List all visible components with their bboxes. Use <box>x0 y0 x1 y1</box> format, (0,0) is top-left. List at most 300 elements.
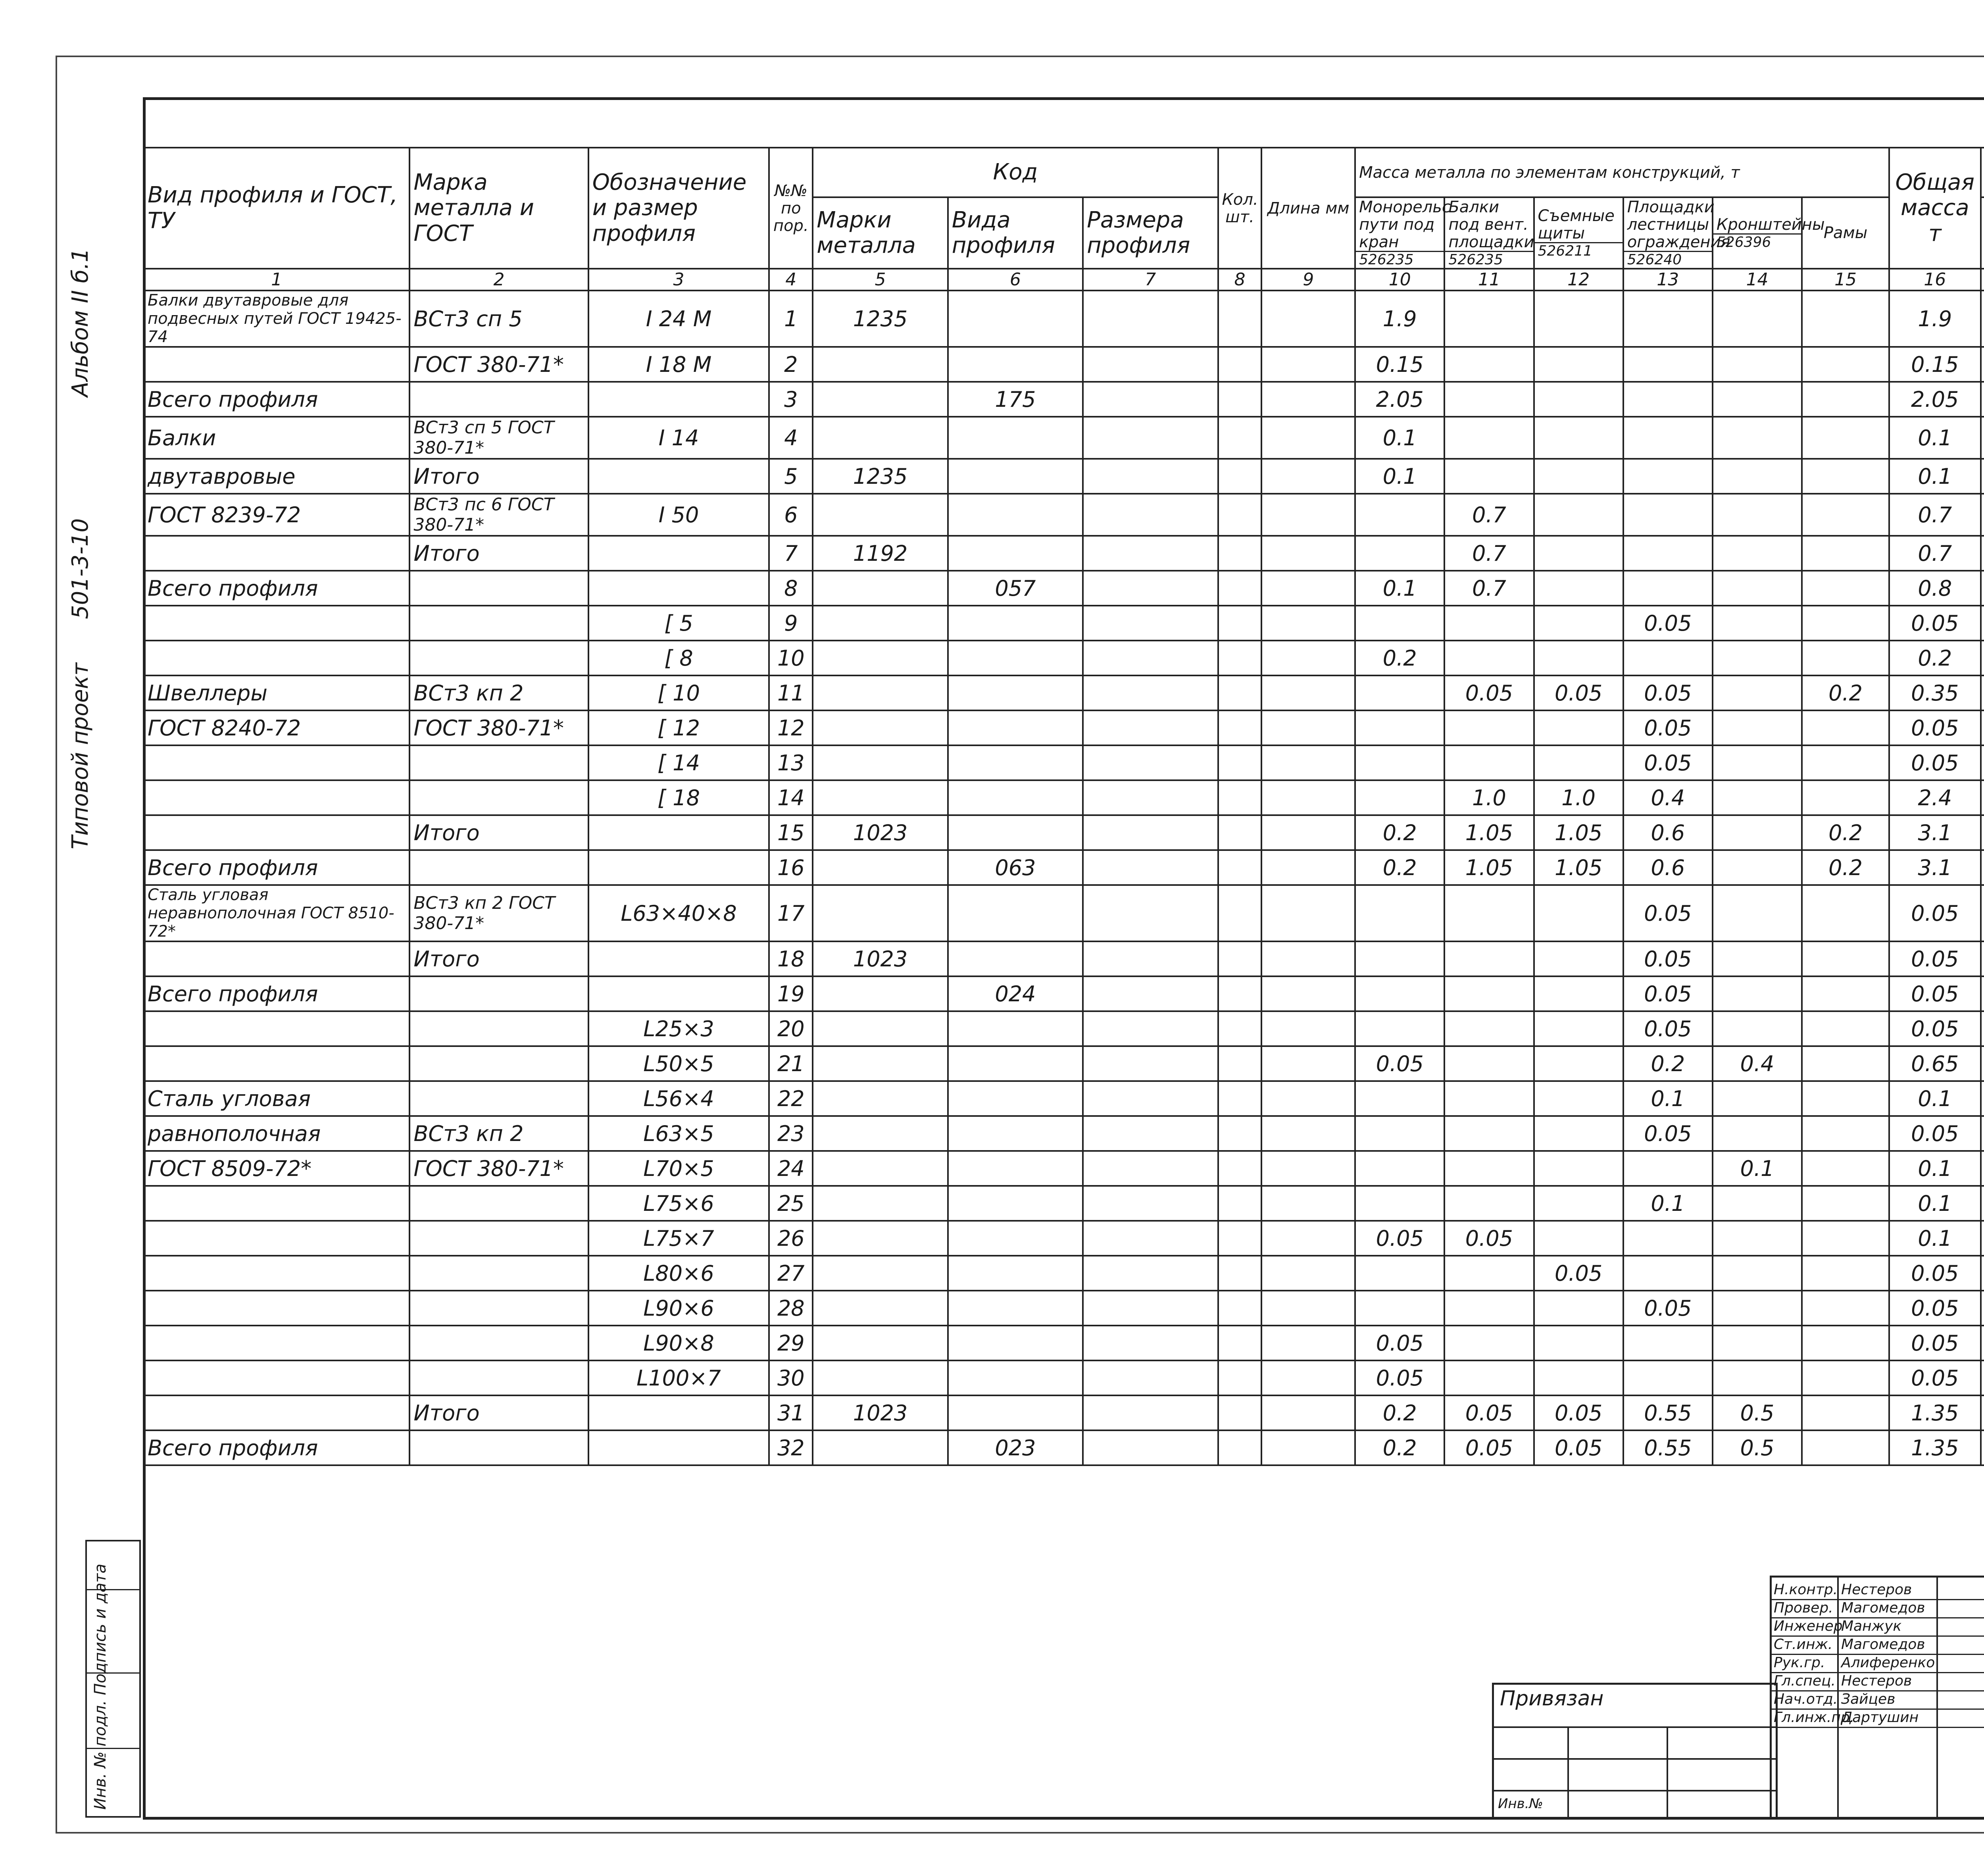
cell-size: L75×7 <box>588 1221 769 1256</box>
cell-monorail <box>1355 606 1444 641</box>
cell-qty <box>1218 815 1262 850</box>
cell-monorail <box>1355 710 1444 745</box>
cell-monorail <box>1355 1116 1444 1151</box>
cell-steel <box>409 1430 588 1465</box>
cell-frames <box>1802 780 1889 815</box>
cell-length <box>1261 1186 1355 1221</box>
cell-beams <box>1444 976 1534 1011</box>
cell-size-code <box>1083 347 1218 382</box>
cell-size <box>588 850 769 885</box>
cell-size: L56×4 <box>588 1081 769 1116</box>
cell-total: 3.1 <box>1889 850 1980 885</box>
cell-steel: ВСт3 сп 5 ГОСТ 380-71* <box>409 417 588 459</box>
cell-shields <box>1534 494 1623 536</box>
cell-no: 4 <box>769 417 813 459</box>
cell-steel: ГОСТ 380-71* <box>409 1151 588 1186</box>
cell-total: 0.05 <box>1889 1011 1980 1046</box>
cell-q1 <box>1981 976 1984 1011</box>
cell-length <box>1261 1151 1355 1186</box>
cell-size: I 14 <box>588 417 769 459</box>
cell-length <box>1261 1256 1355 1291</box>
tb-role: Рук.гр. <box>1774 1655 1825 1671</box>
cell-length <box>1261 536 1355 571</box>
cell-size: [ 12 <box>588 710 769 745</box>
cell-platforms <box>1623 347 1713 382</box>
cell-steel-code <box>813 976 948 1011</box>
cell-shields <box>1534 606 1623 641</box>
cell-platforms: 0.05 <box>1623 745 1713 780</box>
cell-q1 <box>1981 1256 1984 1291</box>
cell-steel-code <box>813 417 948 459</box>
cell-monorail <box>1355 780 1444 815</box>
cell-brackets <box>1713 1116 1802 1151</box>
cell-no: 6 <box>769 494 813 536</box>
cell-size: [ 18 <box>588 780 769 815</box>
hdr-profile: Вид профиля и ГОСТ, ТУ <box>144 148 409 269</box>
cell-frames <box>1802 606 1889 641</box>
tb-name: Магомедов <box>1841 1600 1925 1616</box>
cell-beams: 0.7 <box>1444 494 1534 536</box>
cell-beams <box>1444 291 1534 347</box>
cell-platforms: 0.55 <box>1623 1430 1713 1465</box>
cell-profile-code <box>948 1360 1083 1395</box>
hdr-shields-label: Съемные щиты <box>1538 206 1615 242</box>
cell-q1 <box>1981 641 1984 675</box>
cell-monorail: 0.05 <box>1355 1360 1444 1395</box>
cell-profile <box>144 536 409 571</box>
cell-size: L63×40×8 <box>588 885 769 941</box>
cell-monorail: 0.05 <box>1355 1326 1444 1360</box>
cell-profile: ГОСТ 8239-72 <box>144 494 409 536</box>
table-row <box>144 641 1984 675</box>
cell-steel-code <box>813 1430 948 1465</box>
cell-length <box>1261 1221 1355 1256</box>
cell-qty <box>1218 1081 1262 1116</box>
cell-qty <box>1218 347 1262 382</box>
cell-brackets <box>1713 1221 1802 1256</box>
cell-frames <box>1802 941 1889 976</box>
cell-length <box>1261 710 1355 745</box>
cell-beams <box>1444 641 1534 675</box>
cell-q1 <box>1981 1430 1984 1465</box>
cell-profile-code <box>948 1256 1083 1291</box>
cell-no: 29 <box>769 1326 813 1360</box>
column-number: 8 <box>1218 269 1262 291</box>
cell-qty <box>1218 850 1262 885</box>
cell-platforms <box>1623 1256 1713 1291</box>
cell-length <box>1261 571 1355 606</box>
hdr-platforms-label: Площадки лестницы ограждения <box>1627 198 1730 251</box>
cell-size-code <box>1083 641 1218 675</box>
cell-size-code <box>1083 1151 1218 1186</box>
hdr-code-steel: Марки металла <box>813 197 948 269</box>
cell-brackets <box>1713 641 1802 675</box>
cell-beams <box>1444 1256 1534 1291</box>
cell-profile-code <box>948 1046 1083 1081</box>
cell-brackets <box>1713 850 1802 885</box>
cell-profile-code <box>948 1326 1083 1360</box>
cell-profile-code <box>948 1186 1083 1221</box>
cell-shields <box>1534 1081 1623 1116</box>
table-row <box>144 1046 1984 1081</box>
cell-profile: Всего профиля <box>144 850 409 885</box>
privyazan-label: Привязан <box>1500 1687 1604 1711</box>
table-row <box>144 1395 1984 1430</box>
cell-monorail <box>1355 1291 1444 1326</box>
cell-platforms <box>1623 641 1713 675</box>
cell-beams <box>1444 347 1534 382</box>
cell-frames <box>1802 976 1889 1011</box>
cell-steel: ВСт3 кп 2 <box>409 1116 588 1151</box>
cell-profile-code: 057 <box>948 571 1083 606</box>
cell-beams: 0.05 <box>1444 1221 1534 1256</box>
tb-role: Ст.инж. <box>1774 1636 1833 1653</box>
cell-steel <box>409 1186 588 1221</box>
cell-steel: ГОСТ 380-71* <box>409 347 588 382</box>
cell-total: 0.1 <box>1889 459 1980 494</box>
cell-size: I 24 М <box>588 291 769 347</box>
cell-shields <box>1534 1151 1623 1186</box>
cell-qty <box>1218 1046 1262 1081</box>
cell-steel-code: 1023 <box>813 941 948 976</box>
cell-brackets <box>1713 976 1802 1011</box>
table-row <box>144 417 1984 459</box>
cell-frames <box>1802 1151 1889 1186</box>
cell-qty <box>1218 1430 1262 1465</box>
cell-platforms: 0.05 <box>1623 606 1713 641</box>
cell-profile: Сталь угловая неравнополочная ГОСТ 8510-72* <box>144 885 409 941</box>
tb-name: Нестеров <box>1841 1673 1912 1689</box>
cell-steel: ВСт3 сп 5 <box>409 291 588 347</box>
cell-steel <box>409 976 588 1011</box>
cell-steel: Итого <box>409 536 588 571</box>
cell-steel: Итого <box>409 459 588 494</box>
table-row <box>144 571 1984 606</box>
cell-profile: Всего профиля <box>144 1430 409 1465</box>
cell-steel-code <box>813 710 948 745</box>
cell-size-code <box>1083 1011 1218 1046</box>
cell-platforms: 0.55 <box>1623 1395 1713 1430</box>
table-row <box>144 780 1984 815</box>
cell-length <box>1261 347 1355 382</box>
cell-q1 <box>1981 1326 1984 1360</box>
cell-frames <box>1802 1430 1889 1465</box>
cell-qty <box>1218 675 1262 710</box>
hdr-frames: Рамы <box>1802 197 1889 269</box>
cell-brackets <box>1713 941 1802 976</box>
cell-length <box>1261 1011 1355 1046</box>
cell-monorail: 0.1 <box>1355 571 1444 606</box>
cell-total: 0.05 <box>1889 976 1980 1011</box>
cell-q1 <box>1981 1116 1984 1151</box>
cell-total: 2.05 <box>1889 382 1980 417</box>
cell-platforms: 0.6 <box>1623 850 1713 885</box>
cell-qty <box>1218 1395 1262 1430</box>
cell-steel <box>409 1291 588 1326</box>
table-row <box>144 941 1984 976</box>
cell-steel <box>409 745 588 780</box>
cell-profile-code <box>948 1221 1083 1256</box>
cell-frames <box>1802 1360 1889 1395</box>
cell-no: 18 <box>769 941 813 976</box>
cell-steel-code <box>813 1186 948 1221</box>
cell-size: [ 5 <box>588 606 769 641</box>
cell-brackets <box>1713 675 1802 710</box>
hdr-brackets <box>1713 197 1825 269</box>
cell-profile-code <box>948 494 1083 536</box>
column-number: 12 <box>1534 269 1623 291</box>
column-number: 7 <box>1083 269 1218 291</box>
cell-size: [ 10 <box>588 675 769 710</box>
cell-profile: Сталь угловая <box>144 1081 409 1116</box>
cell-steel-code <box>813 675 948 710</box>
cell-platforms <box>1623 536 1713 571</box>
tb-name: Нестеров <box>1841 1582 1912 1598</box>
cell-shields: 0.05 <box>1534 675 1623 710</box>
cell-total: 0.1 <box>1889 1081 1980 1116</box>
cell-size: L90×8 <box>588 1326 769 1360</box>
cell-profile-code <box>948 536 1083 571</box>
cell-steel-code <box>813 1360 948 1395</box>
cell-qty <box>1218 641 1262 675</box>
cell-shields <box>1534 571 1623 606</box>
cell-frames: 0.2 <box>1802 815 1889 850</box>
cell-size-code <box>1083 1046 1218 1081</box>
cell-beams <box>1444 417 1534 459</box>
column-number-row <box>144 269 1984 291</box>
cell-shields <box>1534 291 1623 347</box>
hdr-steel: Марка металла и ГОСТ <box>409 148 588 269</box>
cell-profile: Всего профиля <box>144 571 409 606</box>
column-number: 4 <box>769 269 813 291</box>
cell-size <box>588 1430 769 1465</box>
cell-size: I 18 М <box>588 347 769 382</box>
cell-steel <box>409 1046 588 1081</box>
table-row <box>144 347 1984 382</box>
cell-platforms <box>1623 494 1713 536</box>
cell-qty <box>1218 1256 1262 1291</box>
cell-frames <box>1802 382 1889 417</box>
table-row <box>144 494 1984 536</box>
cell-frames <box>1802 494 1889 536</box>
cell-profile <box>144 1011 409 1046</box>
cell-steel-code <box>813 606 948 641</box>
cell-q1 <box>1981 710 1984 745</box>
cell-platforms: 0.05 <box>1623 1291 1713 1326</box>
cell-q1 <box>1981 382 1984 417</box>
cell-size: L50×5 <box>588 1046 769 1081</box>
cell-monorail: 1.9 <box>1355 291 1444 347</box>
cell-no: 24 <box>769 1151 813 1186</box>
cell-shields: 1.0 <box>1534 780 1623 815</box>
cell-q1 <box>1981 1291 1984 1326</box>
cell-no: 23 <box>769 1116 813 1151</box>
cell-frames <box>1802 571 1889 606</box>
cell-monorail <box>1355 976 1444 1011</box>
hdr-monorail-label: Монорельс пути под кран <box>1359 198 1451 251</box>
cell-size-code <box>1083 536 1218 571</box>
cell-qty <box>1218 745 1262 780</box>
cell-total: 1.9 <box>1889 291 1980 347</box>
cell-brackets: 0.1 <box>1713 1151 1802 1186</box>
cell-monorail <box>1355 1011 1444 1046</box>
hdr-monorail-code: 526235 <box>1356 251 1444 268</box>
cell-shields <box>1534 976 1623 1011</box>
cell-profile <box>144 941 409 976</box>
cell-length <box>1261 1116 1355 1151</box>
cell-size: L75×6 <box>588 1186 769 1221</box>
cell-frames <box>1802 347 1889 382</box>
column-number: 15 <box>1802 269 1889 291</box>
cell-profile <box>144 1291 409 1326</box>
table-row <box>144 1256 1984 1291</box>
cell-qty <box>1218 1011 1262 1046</box>
table-row <box>144 710 1984 745</box>
cell-total: 0.65 <box>1889 1046 1980 1081</box>
cell-brackets: 0.4 <box>1713 1046 1802 1081</box>
cell-steel-code <box>813 1011 948 1046</box>
cell-brackets <box>1713 536 1802 571</box>
cell-qty <box>1218 1326 1262 1360</box>
cell-steel: Итого <box>409 1395 588 1430</box>
cell-profile-code <box>948 1151 1083 1186</box>
cell-no: 22 <box>769 1081 813 1116</box>
cell-total: 0.05 <box>1889 1326 1980 1360</box>
cell-platforms <box>1623 1221 1713 1256</box>
cell-beams <box>1444 941 1534 976</box>
cell-no: 13 <box>769 745 813 780</box>
table-row <box>144 1291 1984 1326</box>
cell-qty <box>1218 941 1262 976</box>
cell-profile: двутавровые <box>144 459 409 494</box>
cell-size <box>588 382 769 417</box>
cell-steel-code <box>813 1221 948 1256</box>
cell-profile-code <box>948 780 1083 815</box>
cell-steel <box>409 1360 588 1395</box>
cell-profile-code <box>948 347 1083 382</box>
cell-size-code <box>1083 606 1218 641</box>
cell-qty <box>1218 780 1262 815</box>
cell-frames <box>1802 1081 1889 1116</box>
cell-length <box>1261 976 1355 1011</box>
cell-size-code <box>1083 571 1218 606</box>
cell-monorail: 0.05 <box>1355 1046 1444 1081</box>
cell-steel-code: 1235 <box>813 291 948 347</box>
cell-profile-code <box>948 1395 1083 1430</box>
cell-frames <box>1802 1186 1889 1221</box>
cell-total: 0.7 <box>1889 536 1980 571</box>
cell-shields: 0.05 <box>1534 1430 1623 1465</box>
hdr-beams-code: 526235 <box>1445 251 1533 268</box>
cell-steel-code <box>813 1116 948 1151</box>
cell-q1 <box>1981 745 1984 780</box>
cell-monorail: 0.2 <box>1355 641 1444 675</box>
cell-no: 3 <box>769 382 813 417</box>
cell-platforms: 0.2 <box>1623 1046 1713 1081</box>
cell-monorail <box>1355 1151 1444 1186</box>
cell-brackets <box>1713 417 1802 459</box>
cell-profile <box>144 1256 409 1291</box>
cell-steel <box>409 1011 588 1046</box>
side-label-project-type: Типовой проект <box>67 662 93 849</box>
cell-size-code <box>1083 459 1218 494</box>
table-row <box>144 536 1984 571</box>
hdr-brackets-label: Кронштейны <box>1716 215 1825 234</box>
cell-no: 14 <box>769 780 813 815</box>
table-row <box>144 745 1984 780</box>
cell-brackets <box>1713 606 1802 641</box>
cell-size-code <box>1083 382 1218 417</box>
cell-steel <box>409 850 588 885</box>
table-row <box>144 1221 1984 1256</box>
cell-platforms: 0.05 <box>1623 675 1713 710</box>
left-stamp-label: Инв. № подл. Подпись и дата <box>91 1564 110 1810</box>
cell-size-code <box>1083 780 1218 815</box>
cell-platforms: 0.05 <box>1623 1011 1713 1046</box>
cell-steel-code <box>813 1326 948 1360</box>
hdr-length: Длина мм <box>1261 148 1355 269</box>
cell-size-code <box>1083 850 1218 885</box>
cell-shields <box>1534 382 1623 417</box>
cell-length <box>1261 1430 1355 1465</box>
spec-body <box>144 269 1984 1465</box>
table-row <box>144 291 1984 347</box>
cell-platforms <box>1623 417 1713 459</box>
cell-monorail <box>1355 536 1444 571</box>
cell-monorail: 0.05 <box>1355 1221 1444 1256</box>
tb-name: Алиференко <box>1841 1655 1935 1671</box>
cell-monorail: 0.1 <box>1355 459 1444 494</box>
cell-brackets <box>1713 1186 1802 1221</box>
cell-steel-code <box>813 1291 948 1326</box>
cell-frames <box>1802 885 1889 941</box>
cell-profile: Балки <box>144 417 409 459</box>
cell-size <box>588 941 769 976</box>
cell-total: 0.05 <box>1889 1360 1980 1395</box>
cell-monorail: 0.2 <box>1355 815 1444 850</box>
cell-qty <box>1218 976 1262 1011</box>
table-row <box>144 1116 1984 1151</box>
column-number: 3 <box>588 269 769 291</box>
cell-frames <box>1802 1221 1889 1256</box>
side-label-project-code: 501-3-10 <box>67 518 93 619</box>
table-row <box>144 675 1984 710</box>
cell-q1 <box>1981 606 1984 641</box>
cell-steel: Итого <box>409 941 588 976</box>
hdr-no: №№ по пор. <box>769 148 813 269</box>
cell-length <box>1261 1360 1355 1395</box>
cell-steel-code: 1023 <box>813 815 948 850</box>
cell-steel-code <box>813 850 948 885</box>
hdr-qty: Кол. шт. <box>1218 148 1262 269</box>
column-number: 13 <box>1623 269 1713 291</box>
cell-no: 25 <box>769 1186 813 1221</box>
cell-frames <box>1802 1395 1889 1430</box>
cell-beams <box>1444 382 1534 417</box>
cell-size-code <box>1083 1186 1218 1221</box>
cell-size: L90×6 <box>588 1291 769 1326</box>
cell-size-code <box>1083 1326 1218 1360</box>
cell-q1 <box>1981 1186 1984 1221</box>
cell-no: 21 <box>769 1046 813 1081</box>
cell-beams <box>1444 710 1534 745</box>
cell-q1 <box>1981 459 1984 494</box>
cell-brackets <box>1713 494 1802 536</box>
cell-profile-code <box>948 641 1083 675</box>
cell-size <box>588 815 769 850</box>
cell-steel-code <box>813 571 948 606</box>
cell-steel-code <box>813 347 948 382</box>
